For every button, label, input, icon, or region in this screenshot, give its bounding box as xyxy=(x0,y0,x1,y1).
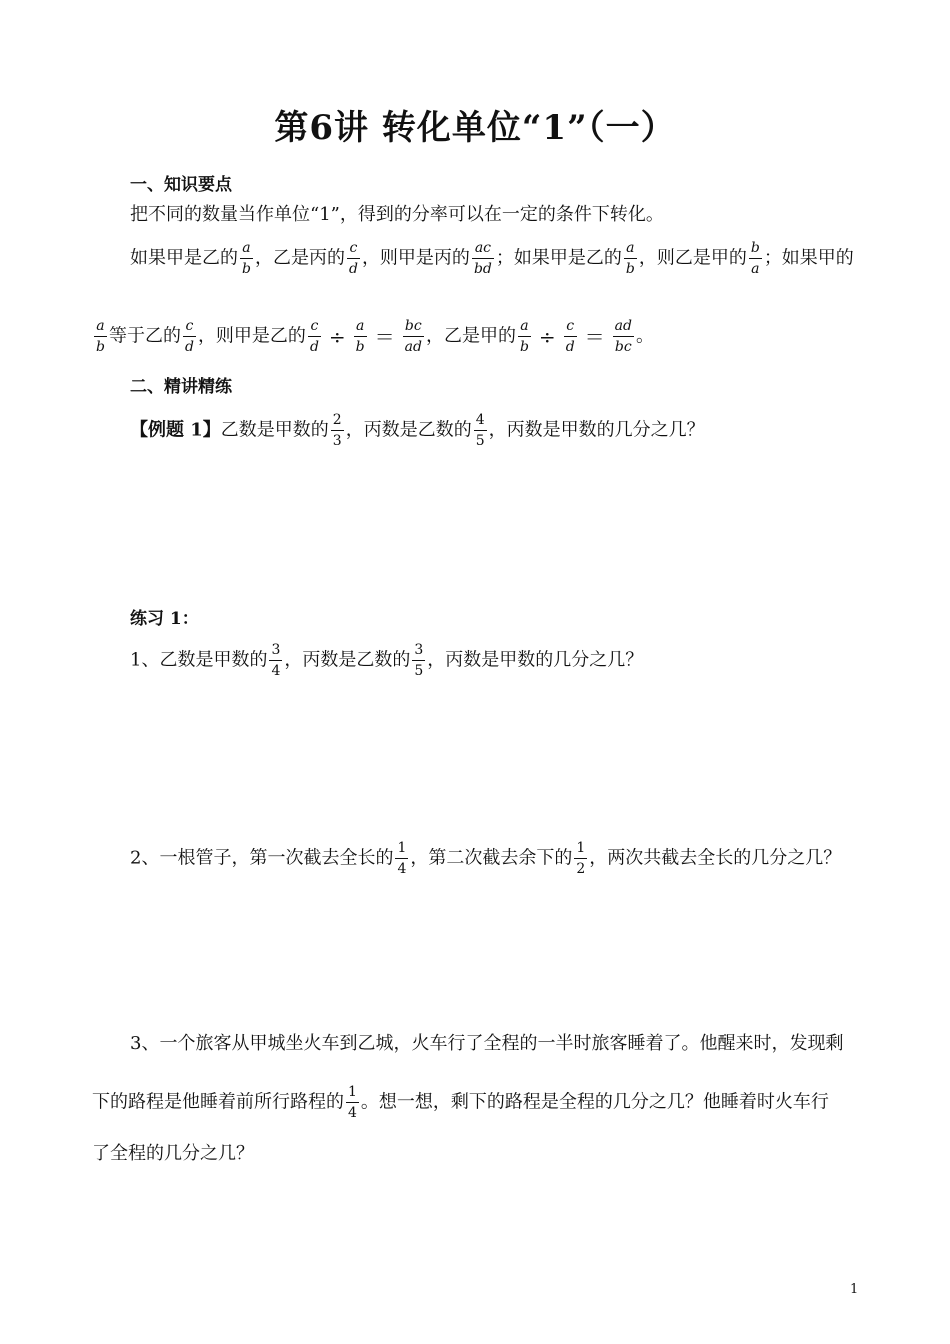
fraction xyxy=(395,840,408,877)
denominator: 4 xyxy=(269,660,282,679)
fraction xyxy=(331,412,344,449)
numerator: 1 xyxy=(397,840,407,856)
denominator: 4 xyxy=(395,858,408,877)
fraction xyxy=(564,318,577,355)
fraction xyxy=(346,1084,359,1121)
numerator: 3 xyxy=(271,642,281,658)
text-segment: ，丙数是甲数的几分之几？ xyxy=(427,649,644,671)
text-segment: 。想一想，剩下的路程是全程的几分之几？他睡着时火车行 xyxy=(360,1091,829,1113)
denominator: b xyxy=(624,258,637,277)
denominator: ad xyxy=(403,336,424,355)
text-segment: 。 xyxy=(635,325,654,347)
numerator: 1 xyxy=(576,840,586,856)
divide-sign: ÷ xyxy=(328,324,346,349)
knowledge-line-3 xyxy=(92,318,654,355)
fraction xyxy=(624,240,637,277)
divide-sign: ÷ xyxy=(538,324,556,349)
text-segment: ，第二次截去余下的 xyxy=(410,847,573,869)
practice-question-3-line-1: 3、一个旅客从甲城坐火车到乙城，火车行了全程的一半时旅客睡着了。他醒来时，发现剩 xyxy=(130,1033,844,1054)
numerator: 4 xyxy=(475,412,485,428)
text-segment: ；如果甲是乙的 xyxy=(495,247,622,269)
text-segment: 等于乙的 xyxy=(108,325,181,347)
fraction xyxy=(347,240,360,277)
page-title: 第6讲 转化单位“1”（一） xyxy=(274,108,676,148)
denominator: 2 xyxy=(574,858,587,877)
practice-question-2 xyxy=(130,840,841,877)
fraction xyxy=(472,240,494,277)
text-segment: 2、一根管子，第一次截去全长的 xyxy=(130,847,394,869)
numerator: a xyxy=(242,240,251,256)
page-number: 1 xyxy=(850,1282,859,1297)
text-segment: ，两次共截去全长的几分之几？ xyxy=(589,847,842,869)
fraction xyxy=(574,840,587,877)
denominator: 3 xyxy=(331,430,344,449)
numerator: 3 xyxy=(414,642,424,658)
denominator: b xyxy=(354,336,367,355)
fraction xyxy=(518,318,531,355)
text-segment: ，丙数是乙数的 xyxy=(284,649,411,671)
numerator: a xyxy=(355,318,365,334)
text-segment: ；如果甲的 xyxy=(763,247,854,269)
numerator: ac xyxy=(474,240,491,256)
denominator: a xyxy=(749,258,761,277)
numerator: c xyxy=(349,240,358,256)
numerator: a xyxy=(96,318,105,334)
numerator: b xyxy=(750,240,760,256)
denominator: d xyxy=(183,336,196,355)
denominator: b xyxy=(240,258,253,277)
numerator: bc xyxy=(404,318,422,334)
numerator: a xyxy=(520,318,529,334)
fraction xyxy=(474,412,487,449)
practice-question-3-line-2 xyxy=(92,1084,829,1121)
fraction xyxy=(403,318,424,355)
fraction xyxy=(269,642,282,679)
fraction xyxy=(94,318,107,355)
text-segment: ，则甲是丙的 xyxy=(361,247,470,269)
fraction xyxy=(183,318,196,355)
practice-question-3-line-3: 了全程的几分之几？ xyxy=(92,1143,254,1164)
knowledge-line-1: 把不同的数量当作单位“1”，得到的分率可以在一定的条件下转化。 xyxy=(130,204,664,225)
equals-sign: ＝ xyxy=(584,324,605,349)
denominator: bc xyxy=(613,336,634,355)
numerator: 2 xyxy=(332,412,342,428)
text-segment: ，则乙是甲的 xyxy=(638,247,747,269)
fraction xyxy=(412,642,425,679)
equals-sign: ＝ xyxy=(374,324,395,349)
denominator: 4 xyxy=(346,1102,359,1121)
denominator: b xyxy=(94,336,107,355)
fraction xyxy=(354,318,367,355)
fraction xyxy=(613,318,634,355)
section-heading-practice: 二、精讲精练 xyxy=(130,377,232,397)
text-segment: 下的路程是他睡着前所行路程的 xyxy=(92,1091,344,1113)
text-segment: ，乙是丙的 xyxy=(254,247,345,269)
numerator: 1 xyxy=(348,1084,357,1100)
denominator: d xyxy=(564,336,577,355)
text-segment: 1、乙数是甲数的 xyxy=(130,649,268,671)
text-segment: 乙数是甲数的 xyxy=(220,419,329,441)
fraction xyxy=(749,240,762,277)
denominator: bd xyxy=(472,258,494,277)
denominator: 5 xyxy=(474,430,487,449)
fraction xyxy=(240,240,253,277)
text-segment: ，则甲是乙的 xyxy=(197,325,306,347)
section-heading-knowledge: 一、知识要点 xyxy=(130,175,232,195)
practice-label: 练习 1： xyxy=(130,609,199,629)
text-segment: ，乙是甲的 xyxy=(425,325,516,347)
example-1 xyxy=(130,412,705,449)
text-segment: 如果甲是乙的 xyxy=(130,247,238,269)
text-segment: ，丙数是甲数的几分之几？ xyxy=(488,419,705,441)
denominator: d xyxy=(347,258,360,277)
fraction xyxy=(308,318,321,355)
example-label: 【例题 1】 xyxy=(130,419,221,441)
practice-question-1 xyxy=(130,642,643,679)
knowledge-line-2 xyxy=(130,240,854,277)
denominator: 5 xyxy=(412,660,425,679)
numerator: ad xyxy=(614,318,632,334)
text-segment: ，丙数是乙数的 xyxy=(345,419,472,441)
denominator: b xyxy=(518,336,531,355)
numerator: c xyxy=(566,318,575,334)
numerator: c xyxy=(185,318,194,334)
denominator: d xyxy=(308,336,321,355)
numerator: c xyxy=(310,318,319,334)
numerator: a xyxy=(626,240,635,256)
